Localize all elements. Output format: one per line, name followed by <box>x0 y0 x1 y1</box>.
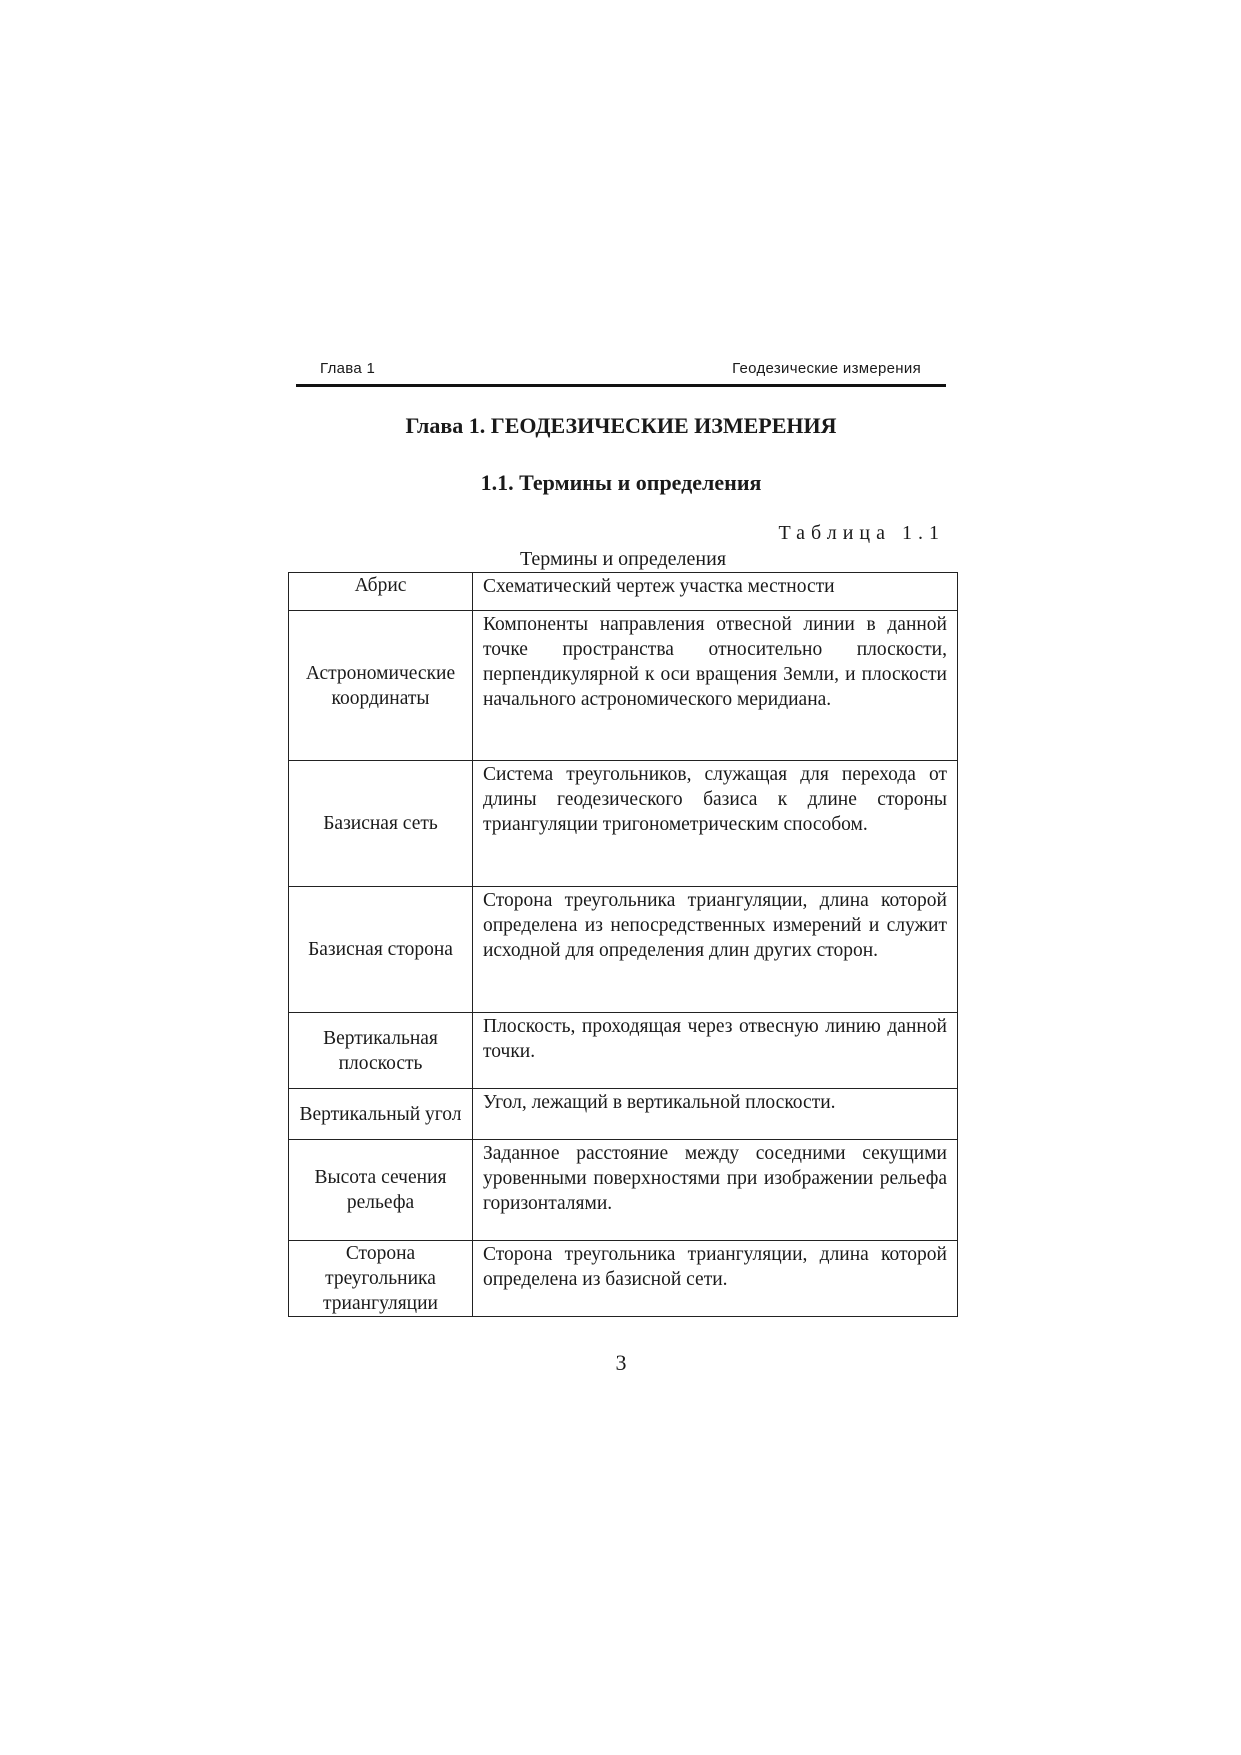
term-cell: Высота сечения рельефа <box>289 1140 473 1241</box>
running-header <box>296 356 946 387</box>
table-row <box>289 1089 958 1140</box>
header-topic: Геодезические измерения <box>732 360 921 377</box>
definition-cell: Плоскость, проходящая через отвесную линию данной точки. <box>473 1013 958 1089</box>
definition-cell: Сторона треугольника триангуляции, длина которой определена из непосредственных измерений и служит исходной для определения длин других сторон. <box>473 887 958 1013</box>
term-cell: Вертикальная плоскость <box>289 1013 473 1089</box>
term-cell: Базисная сеть <box>289 761 473 887</box>
section-title: 1.1. Термины и определения <box>480 470 762 495</box>
definition-cell: Сторона треугольника триангуляции, длина которой определена из базисной сети. <box>473 1241 958 1317</box>
term-cell: Базисная сторона <box>289 887 473 1013</box>
term-cell: Абрис <box>289 573 473 611</box>
table-row <box>289 761 958 887</box>
table-caption: Термины и определения <box>519 548 727 570</box>
table-row <box>289 611 958 761</box>
page-number: 3 <box>615 1350 627 1375</box>
definition-cell: Компоненты направления отвесной линии в данной точке пространства относительно плоскости, перпендикулярной к оси вращения Земли, и плоскости начального астрономического меридиана. <box>473 611 958 761</box>
table-row <box>289 1013 958 1089</box>
header-chapter: Глава 1 <box>320 360 376 377</box>
table-row <box>289 887 958 1013</box>
table-row <box>289 1140 958 1241</box>
term-cell: Вертикальный угол <box>289 1089 473 1140</box>
terms-table <box>288 572 958 1317</box>
table-row <box>289 573 958 611</box>
term-cell: Сторона треугольника триангуляции <box>289 1241 473 1317</box>
definition-cell: Схематический чертеж участка местности <box>473 573 958 611</box>
table-row <box>289 1241 958 1317</box>
definition-cell: Система треугольников, служащая для перехода от длины геодезического базиса к длине стороны триангуляции тригонометрическим способом. <box>473 761 958 887</box>
chapter-title: Глава 1. ГЕОДЕЗИЧЕСКИЕ ИЗМЕРЕНИЯ <box>405 413 837 438</box>
definition-cell: Заданное расстояние между соседними секущими уровенными поверхностями при изображении рельефа горизонталями. <box>473 1140 958 1241</box>
table-label: Таблица 1.1 <box>778 522 945 544</box>
definition-cell: Угол, лежащий в вертикальной плоскости. <box>473 1089 958 1140</box>
term-cell: Астрономические координаты <box>289 611 473 761</box>
